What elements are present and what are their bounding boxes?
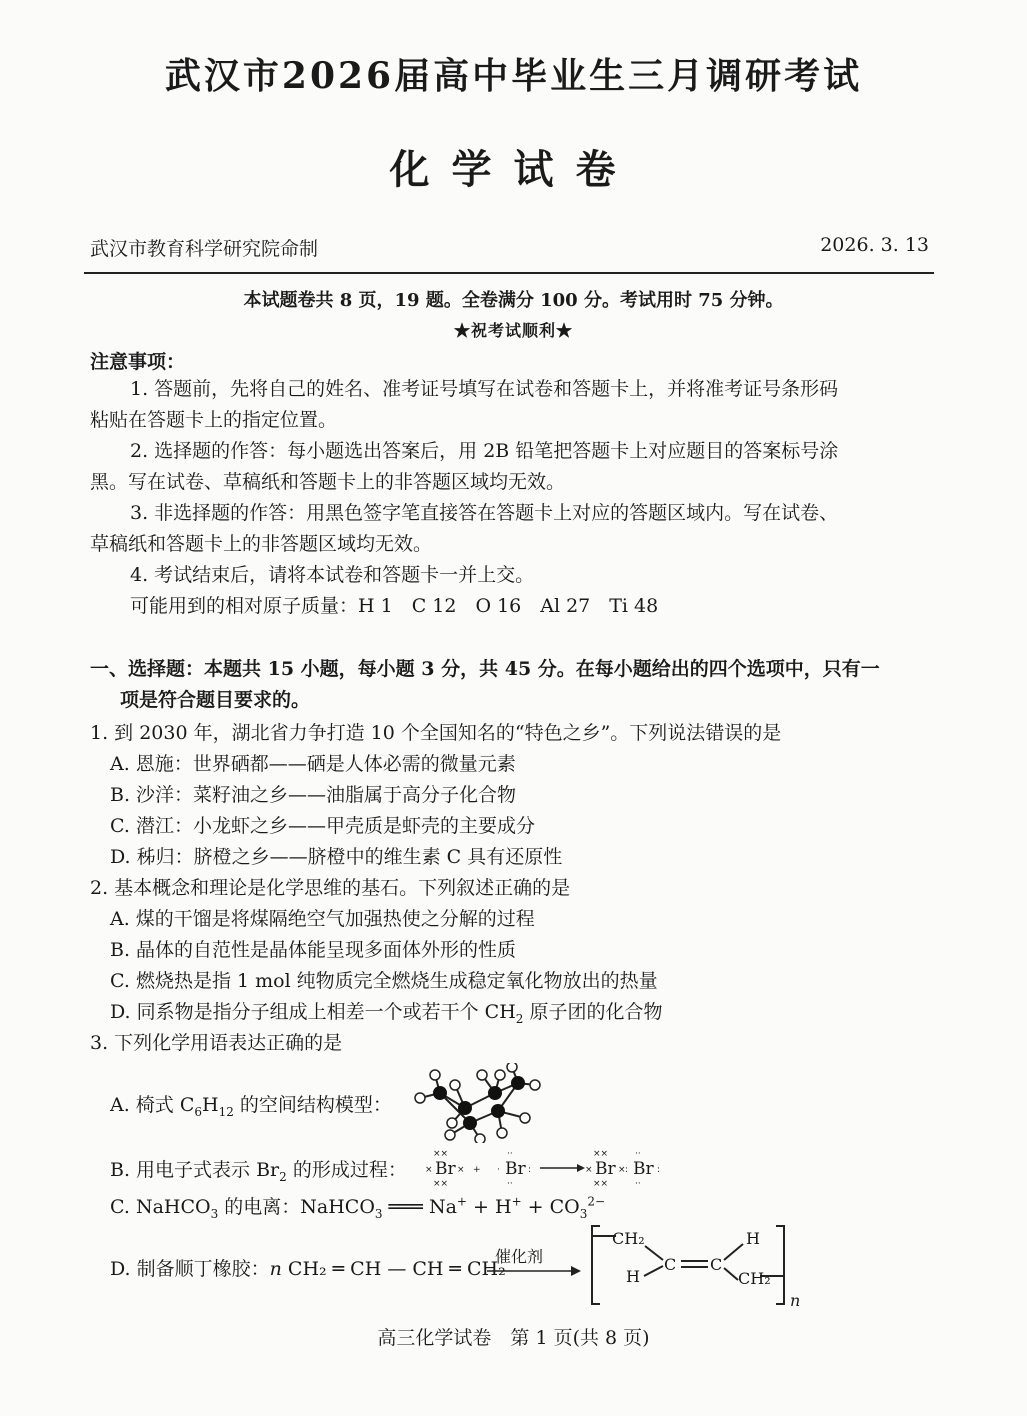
svg-text:××: ××	[433, 1179, 449, 1188]
br-atom-4: Br	[633, 1159, 654, 1179]
q2-option-b: B. 晶体的自范性是晶体能呈现多面体外形的性质	[110, 939, 517, 961]
svg-text::: :	[528, 1165, 532, 1175]
exam-title: 武汉市2026届高中毕业生三月调研考试	[164, 55, 863, 97]
svg-text::: :	[657, 1165, 661, 1175]
cis-polybutadiene-structure	[588, 1222, 823, 1312]
svg-text:××: ××	[593, 1149, 609, 1159]
svg-text:··: ··	[507, 1149, 513, 1159]
notice-item-4: 4. 考试结束后，请将本试卷和答题卡一并上交。	[130, 564, 535, 586]
carbon-left: C	[664, 1255, 677, 1274]
section-heading-2: 项是符合题目要求的。	[120, 689, 311, 711]
q2-stem: 2. 基本概念和理论是化学思维的基石。下列叙述正确的是	[90, 877, 571, 899]
svg-text:··: ··	[635, 1179, 641, 1188]
exam-date: 2026. 3. 13	[820, 234, 929, 256]
q1-option-a: A. 恩施：世界硒都——硒是人体必需的微量元素	[110, 753, 516, 775]
notice-heading: 注意事项：	[90, 351, 186, 373]
carbon-right: C	[710, 1255, 723, 1274]
chair-cyclohexane-model	[410, 1063, 550, 1143]
q1-option-d: D. 秭归：脐橙之乡——脐橙中的维生素 C 具有还原性	[110, 846, 563, 868]
hydrogen-left: H	[626, 1267, 640, 1286]
ch2-right: CH₂	[738, 1269, 771, 1288]
br-atom-1: Br	[435, 1159, 456, 1179]
br-atom-2: Br	[505, 1159, 526, 1179]
notice-item-1a: 1. 答题前，先将自己的姓名、准考证号填写在试卷和答题卡上，并将准考证号条形码	[130, 378, 839, 400]
q1-stem: 1. 到 2030 年，湖北省力争打造 10 个全国知名的“特色之乡”。下列说法错误的是	[90, 722, 782, 744]
svg-text::: :	[625, 1165, 629, 1175]
q3-option-c: C. NaHCO$_3$ 的电离：NaHCO$_3$ ═══ $Na^+ + H^+ + CO_3^{2-}$	[110, 1194, 606, 1221]
q3-option-a: A. 椅式 $C_6H_{12}$ 的空间结构模型：	[110, 1094, 392, 1119]
reaction-arrow	[485, 1264, 585, 1278]
hydrogen-right: H	[746, 1229, 760, 1248]
notice-item-2a: 2. 选择题的作答：每小题选出答案后，用 2B 铅笔把答题卡上对应题目的答案标号涂	[130, 440, 839, 462]
svg-text:×: ×	[457, 1165, 465, 1175]
notice-item-3a: 3. 非选择题的作答：用黑色签字笔直接答在答题卡上对应的答题区域内。写在试卷、	[130, 502, 839, 524]
ch2-left: CH₂	[612, 1229, 645, 1248]
svg-text:×: ×	[585, 1165, 593, 1175]
issuer: 武汉市教育科学研究院命制	[90, 238, 319, 260]
atomic-masses: 可能用到的相对原子质量：H 1 C 12 O 16 Al 27 Ti 48	[130, 595, 659, 617]
section-heading-1: 一、选择题：本题共 15 小题，每小题 3 分，共 45 分。在每小题给出的四个选项中，只有一	[90, 658, 880, 680]
svg-text:××: ××	[593, 1179, 609, 1188]
header-divider	[84, 272, 934, 274]
svg-text:+: +	[473, 1165, 481, 1175]
polymer-n: n	[790, 1291, 801, 1310]
q1-option-b: B. 沙洋：菜籽油之乡——油脂属于高分子化合物	[110, 784, 517, 806]
q3-option-d: D. 制备顺丁橡胶：n CH₂ ═ CH — CH ═ CH₂	[110, 1258, 506, 1280]
exam-summary: 本试题卷共 8 页，19 题。全卷满分 100 分。考试用时 75 分钟。	[243, 290, 784, 311]
svg-text:×: ×	[618, 1165, 626, 1175]
q2-option-d: D. 同系物是指分子组成上相差一个或若干个 $CH_2$ 原子团的化合物	[110, 1001, 663, 1026]
catalyst-label: 催化剂	[495, 1247, 544, 1266]
page-footer: 高三化学试卷 第 1 页(共 8 页)	[377, 1327, 650, 1349]
subject-title: 化学试卷	[389, 146, 638, 193]
notice-item-1b: 粘贴在答题卡上的指定位置。	[90, 409, 338, 431]
q2-option-a: A. 煤的干馏是将煤隔绝空气加强热使之分解的过程	[110, 908, 535, 930]
svg-text:×: ×	[425, 1165, 433, 1175]
blessing: ★祝考试顺利★	[453, 321, 573, 340]
br-atom-3: Br	[595, 1159, 616, 1179]
svg-text:··: ··	[507, 1179, 513, 1188]
q3-option-b: B. 用电子式表示 $Br_2$ 的形成过程：	[110, 1159, 407, 1184]
svg-text:··: ··	[635, 1149, 641, 1159]
notice-item-2b: 黑。写在试卷、草稿纸和答题卡上的非答题区域均无效。	[90, 471, 566, 493]
notice-item-3b: 草稿纸和答题卡上的非答题区域均无效。	[90, 533, 433, 555]
svg-text:·: ·	[497, 1165, 500, 1175]
q2-option-c: C. 燃烧热是指 1 mol 纯物质完全燃烧生成稳定氧化物放出的热量	[110, 970, 658, 992]
br2-electron-dot-formation	[425, 1148, 670, 1188]
svg-text:××: ××	[433, 1149, 449, 1159]
q3-stem: 3. 下列化学用语表达正确的是	[90, 1032, 343, 1054]
q1-option-c: C. 潜江：小龙虾之乡——甲壳质是虾壳的主要成分	[110, 815, 535, 837]
